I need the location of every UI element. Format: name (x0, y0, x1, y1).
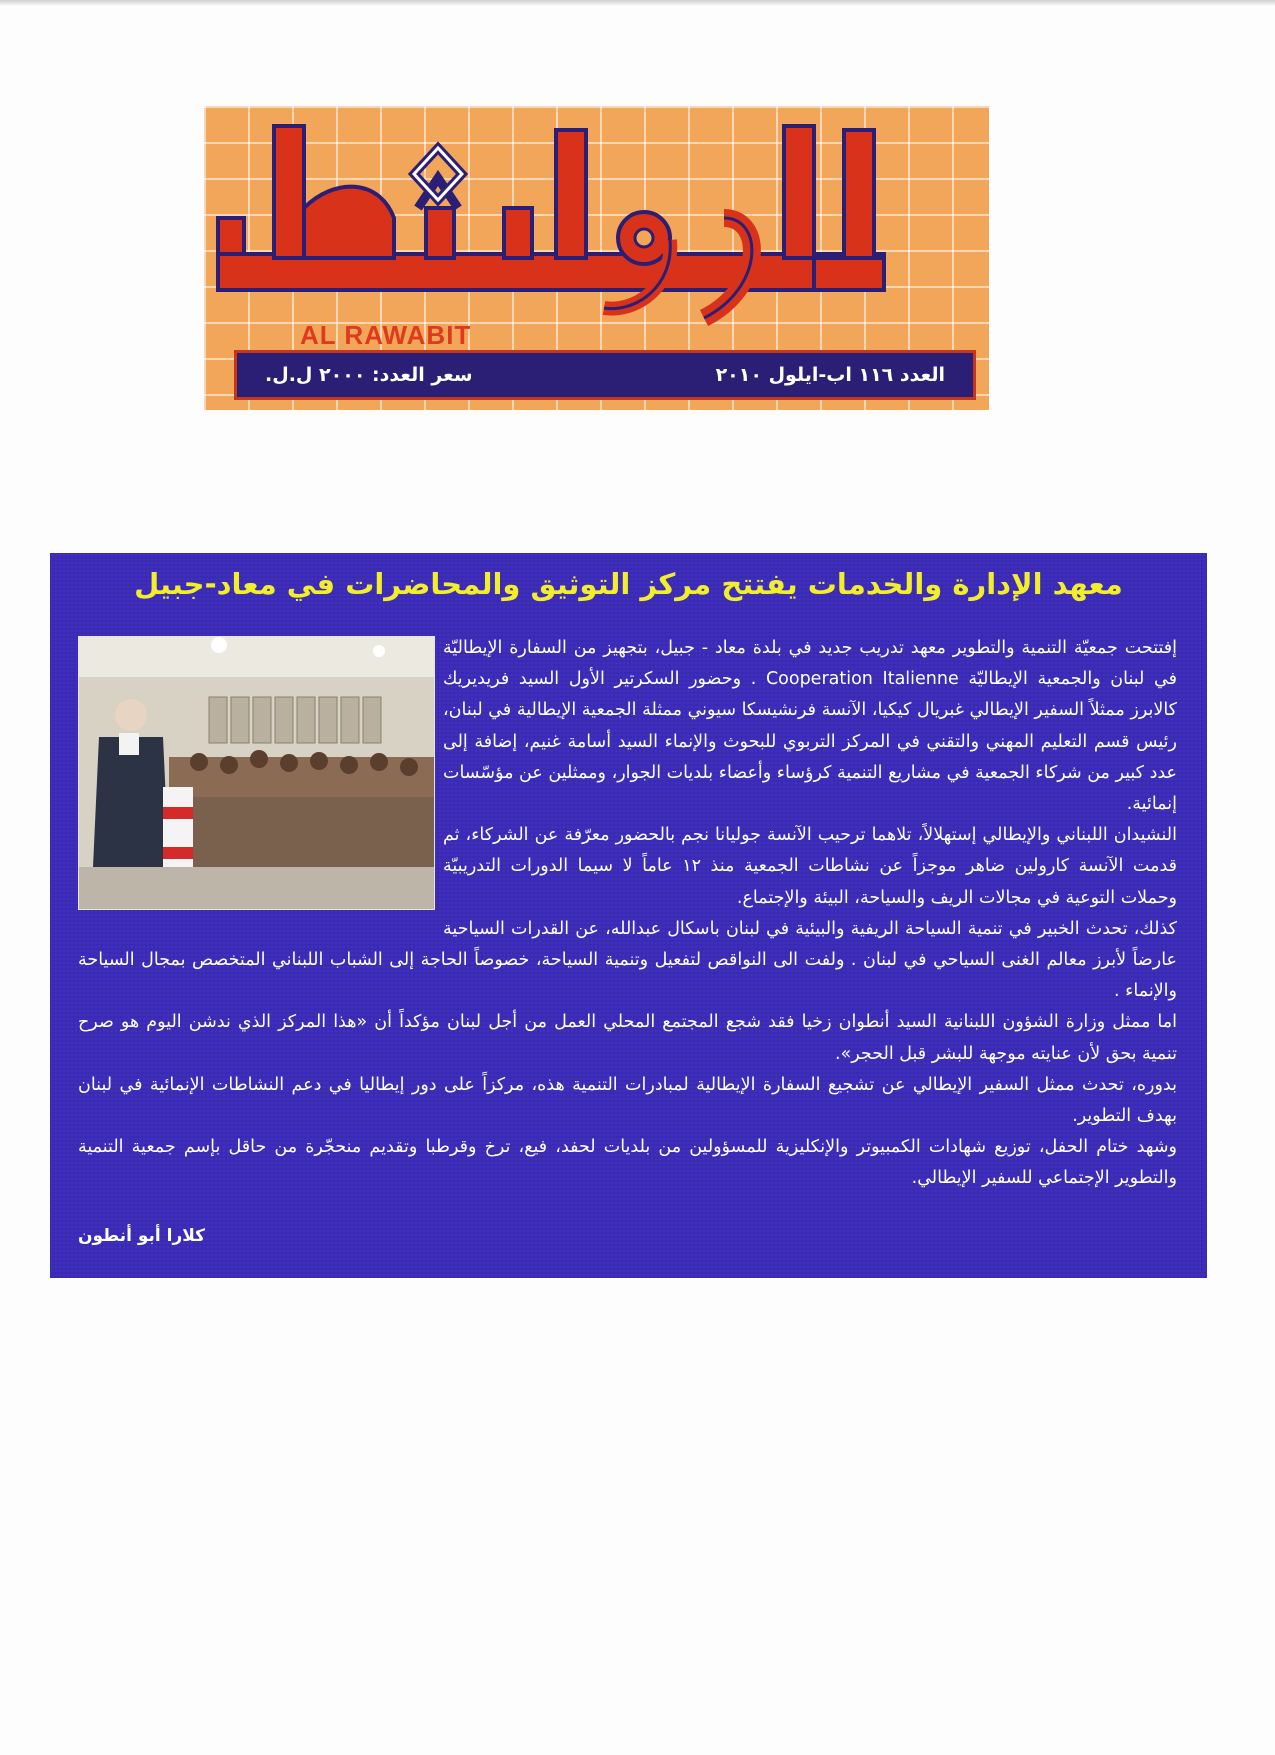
article-body (78, 633, 1177, 1195)
scan-edge (0, 0, 1275, 6)
newspaper-masthead (204, 106, 989, 410)
issue-number: العدد ١١٦ اب-ايلول ٢٠١٠ (715, 364, 945, 386)
article-paragraph: النشيدان اللبناني والإيطالي إستهلالاً، تلاهما ترحيب الآنسة جوليانا نجم بالحضور معرّفة عن الشركاء، ثم قدمت الآنسة كارولين ضاهر موجزاً عن نشاطات الجمعية منذ ١٢ عاماً لا سيما الدورات التدريبيّة وحملات التوعية في مجالات الريف والسياحة، البيئة والإجتماع. (443, 825, 1178, 908)
photo-spacer (78, 633, 443, 923)
al-rawabit-logo (204, 108, 989, 328)
article-byline: كلارا أبو أنطون (78, 1226, 206, 1246)
article-headline: معهد الإدارة والخدمات يفتتح مركز التوثيق والمحاضرات في معاد-جبيل (134, 567, 1123, 601)
article-panel (50, 553, 1207, 1278)
article-paragraph: إفتتحت جمعيّة التنمية والتطوير معهد تدريب جديد في بلدة معاد - جبيل، بتجهيز من السفارة الإيطاليّة في لبنان والجمعية الإيطاليّة Cooperation Italienne . وحضور السكرتير الأول السيد فريديريك كالابرز ممثلاً السفير الإيطالي غبريال كيكيا، الآنسة فرنشيسكا سيوني ممثلة الجمعية الإيطالية في لبنان، رئيس قسم التعليم المهني والتقني في المركز التربوي للبحوث والإنماء السيد أسامة غنيم، إضافة إلى عدد كبير من شركاء الجمعية في مشاريع التنمية كرؤساء وأعضاء بلديات الجوار، وممثلين عن مؤسّسات إنمائية. (443, 638, 1178, 815)
issue-price: سعر العدد: ٢٠٠٠ ل.ل. (265, 364, 473, 386)
masthead-latin-name: AL RAWABIT (300, 320, 472, 350)
article-paragraph: اما ممثل وزارة الشؤون اللبنانية السيد أنطوان زخيا فقد شجع المجتمع المحلي العمل من أجل لبنان مؤكداً أن «هذا المركز الذي ندشن اليوم هو صرح تنمية بحق لأن عنايته موجهة للبشر قبل الحجر». (78, 1012, 1177, 1064)
article-paragraph: كذلك، تحدث الخبير في تنمية السياحة الريفية والبيئية في لبنان باسكال عبدالله، عن القدرات السياحية عارضاً لأبرز معالم الغنى السياحي في لبنان . ولفت الى النواقص لتفعيل وتنمية السياحة، خصوصاً الحاجة إلى الشباب اللبناني المتخصص بمجال السياحة والإنماء . (78, 918, 1177, 1002)
article-paragraph: وشهد ختام الحفل، توزيع شهادات الكمبيوتر والإنكليزية للمسؤولين من بلديات لحفد، فيع، ترخ وقرطبا وتقديم منحجّرة من حاقل بإسم جمعية التنمية والتطوير الإجتماعي للسفير الإيطالي. (78, 1137, 1177, 1189)
article-paragraph: بدوره، تحدث ممثل السفير الإيطالي عن تشجيع السفارة الإيطالية لمبادرات التنمية هذه، مركزاً على دور إيطاليا في دعم النشاطات الإنمائية في لبنان بهدف التطوير. (78, 1074, 1177, 1127)
issue-info-bar (234, 350, 976, 400)
